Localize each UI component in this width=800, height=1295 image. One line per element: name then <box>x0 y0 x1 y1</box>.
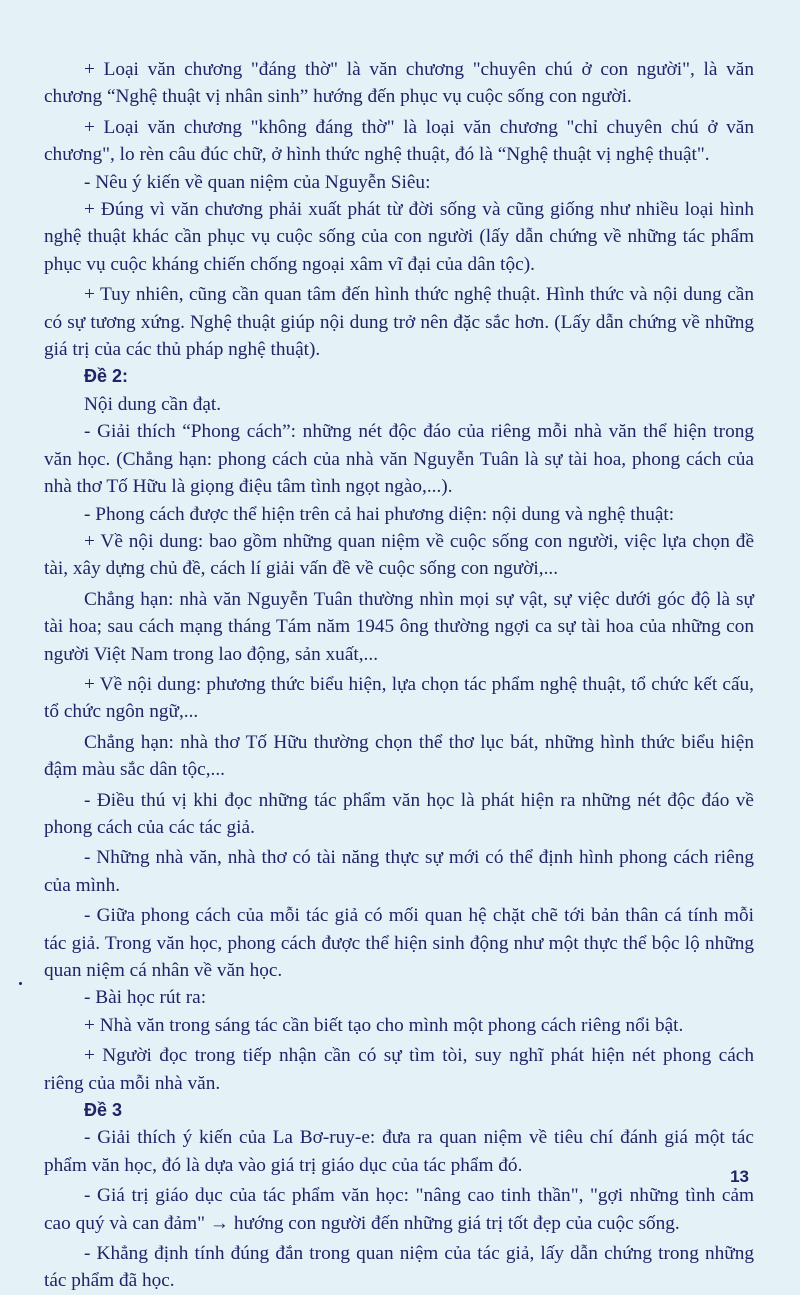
paragraph: - Giải thích ý kiến của La Bơ-ruy-e: đưa ra quan niệm về tiêu chí đánh giá một tác phẩm văn học, đó là dựa vào giá trị giáo dục của tác phẩm đó. <box>44 1127 754 1176</box>
paragraph: - Phong cách được thể hiện trên cả hai phương diện: nội dung và nghệ thuật: <box>84 503 675 525</box>
paragraph: + Về nội dung: phương thức biểu hiện, lựa chọn tác phẩm nghệ thuật, tổ chức kết cấu, tổ chức ngôn ngữ,... <box>44 673 754 723</box>
paragraph: + Loại văn chương "không đáng thờ" là loại văn chương "chỉ chuyên chú ở văn chương", lo rèn câu đúc chữ, ở hình thức nghệ thuật, đó là “Nghệ thuật vị nghệ thuật". <box>44 116 754 166</box>
paragraph: - Những nhà văn, nhà thơ có tài năng thực sự mới có thể định hình phong cách riêng của mình. <box>44 847 754 896</box>
paragraph: + Người đọc trong tiếp nhận cần có sự tìm tòi, suy nghĩ phát hiện nét phong cách riêng của mỗi nhà văn. <box>44 1045 754 1094</box>
paragraph: + Tuy nhiên, cũng cần quan tâm đến hình thức nghệ thuật. Hình thức và nội dung cần có sự tương xứng. Nghệ thuật giúp nội dung trở nên đặc sắc hơn. (Lấy dẫn chứng về những giá trị của các thủ pháp nghệ thuật). <box>44 284 754 361</box>
margin-dot <box>19 982 22 985</box>
paragraph: + Đúng vì văn chương phải xuất phát từ đời sống và cũng giống như nhiều loại hình nghệ thuật khác cần phục vụ cuộc sống của con người (lấy dẫn chứng về những tác phẩm phục vụ cuộc kháng chiến chống ngoại xâm vĩ đại của dân tộc). <box>44 199 754 275</box>
paragraph: - Khẳng định tính đúng đắn trong quan niệm của tác giả, lấy dẫn chứng trong những tác phẩm đã học. <box>44 1243 754 1292</box>
paragraph: - Nêu ý kiến về quan niệm của Nguyễn Siêu: <box>84 171 431 193</box>
paragraph: - Bài học rút ra: <box>84 987 207 1009</box>
paragraph: - Điều thú vị khi đọc những tác phẩm văn học là phát hiện ra những nét độc đáo về phong cách của các tác giả. <box>44 789 754 838</box>
section-heading-de-2: Đề 2: <box>84 366 129 387</box>
paragraph: - Giữa phong cách của mỗi tác giả có mối quan hệ chặt chẽ tới bản thân cá tính mỗi tác giả. Trong văn học, phong cách được thể hiện sinh động như một thực thể bộc lộ những quan niệm cá nhân về văn học. <box>44 905 754 981</box>
section-heading-de-3: Đề 3 <box>84 1100 123 1121</box>
paragraph: + Về nội dung: bao gồm những quan niệm về cuộc sống con người, việc lựa chọn đề tài, xây dựng chủ đề, cách lí giải vấn đề về cuộc sống con người,... <box>44 530 754 580</box>
paragraph: + Loại văn chương "đáng thờ" là văn chương "chuyên chú ở con người", là văn chương “Nghệ thuật vị nhân sinh” hướng đến phục vụ cuộc sống con người. <box>44 59 754 108</box>
paragraph: - Giải thích “Phong cách”: những nét độc đáo của riêng mỗi nhà văn thể hiện trong văn học. (Chẳng hạn: phong cách của nhà văn Nguyễn Tuân là sự tài hoa, phong cách của nhà thơ Tố Hữu là giọng điệu tâm tình ngọt ngào,...). <box>44 421 754 498</box>
paragraph: - Giá trị giáo dục của tác phẩm văn học: "nâng cao tinh thần", "gợi những tình cảm cao quý và can đảm" → hướng con người đến những giá trị tốt đẹp của cuộc sống. <box>44 1185 754 1234</box>
document-body <box>44 56 754 1295</box>
paragraph: Nội dung cần đạt. <box>84 393 222 415</box>
paragraph: Chẳng hạn: nhà văn Nguyễn Tuân thường nhìn mọi sự vật, sự việc dưới góc độ là sự tài hoa; sau cách mạng tháng Tám năm 1945 ông thường ngợi ca sự tài hoa của những con người Việt Nam trong lao động, sản xuất,... <box>44 588 754 665</box>
paragraph: Chẳng hạn: nhà thơ Tố Hữu thường chọn thể thơ lục bát, những hình thức biểu hiện đậm màu sắc dân tộc,... <box>44 731 754 781</box>
page-number: 13 <box>730 1167 749 1186</box>
paragraph: + Nhà văn trong sáng tác cần biết tạo cho mình một phong cách riêng nổi bật. <box>84 1014 684 1036</box>
